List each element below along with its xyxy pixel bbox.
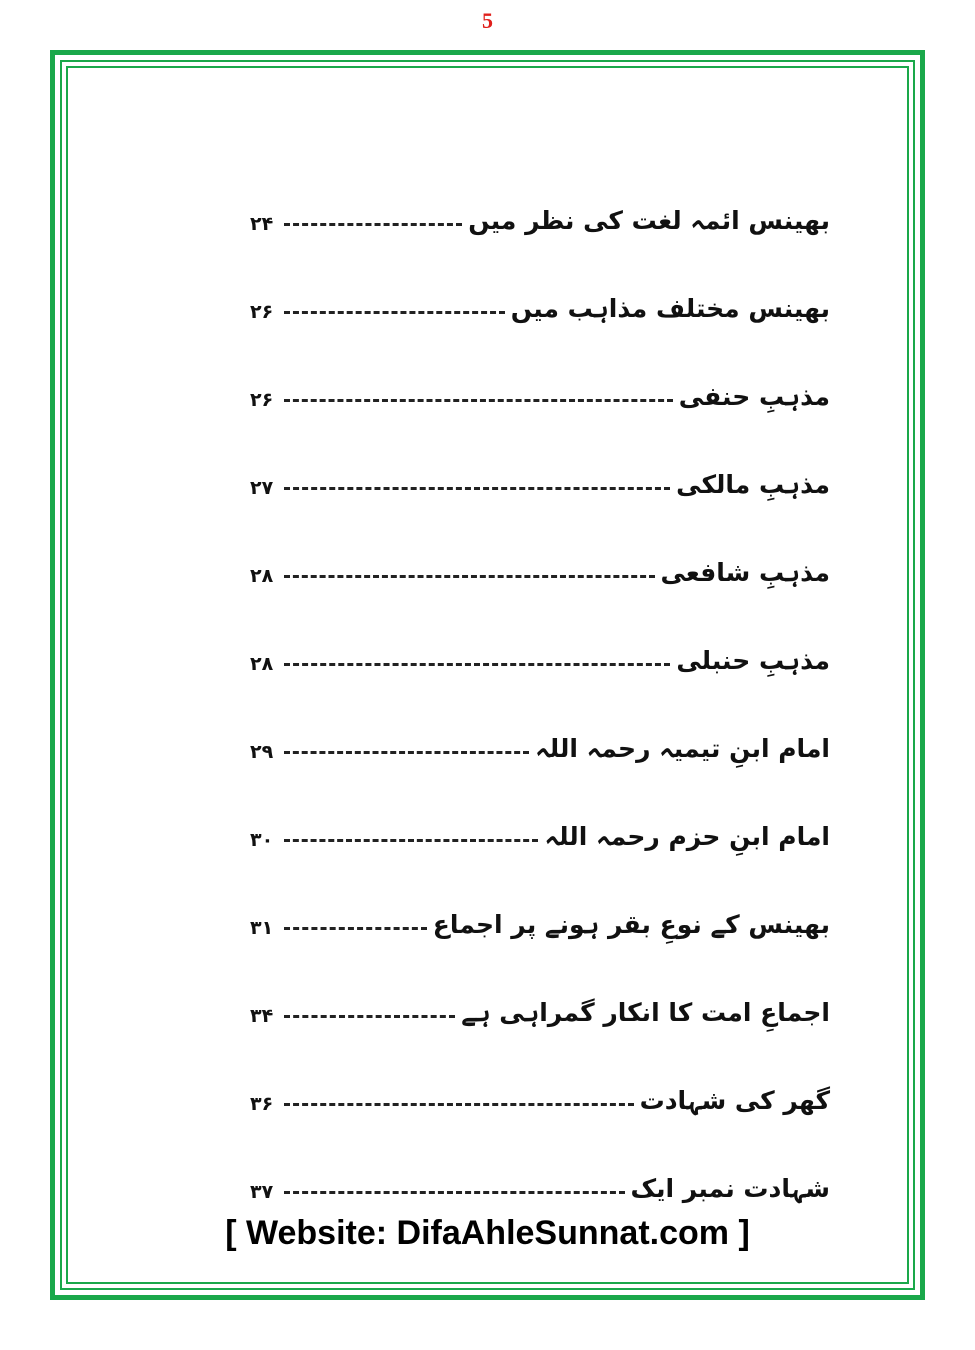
toc-entry-title: امام ابنِ تیمیہ رحمہ اللہ	[535, 734, 830, 763]
toc-dot-leader	[284, 223, 462, 226]
toc-entry-title: مذہبِ مالکی	[676, 470, 830, 499]
toc-entry	[250, 326, 830, 414]
toc-dot-leader	[284, 575, 655, 578]
toc-entry-title: گھر کی شہادت	[639, 1086, 830, 1115]
toc-entry-title: مذہبِ حنبلی	[676, 646, 830, 675]
toc-entry	[250, 414, 830, 502]
toc-entry	[250, 1030, 830, 1118]
toc-entry-title: بھینس ائمہ لغت کی نظر میں	[468, 206, 830, 235]
toc-entry-page: ۳۷	[250, 1181, 274, 1204]
toc-dot-leader	[284, 927, 427, 930]
toc-entry-page: ۲۶	[250, 389, 274, 412]
toc-entry	[250, 854, 830, 942]
toc-entry-title: امام ابنِ حزم رحمہ اللہ	[544, 822, 830, 851]
toc-dot-leader	[284, 1191, 625, 1194]
toc-dot-leader	[284, 663, 670, 666]
toc-entry	[250, 678, 830, 766]
toc-entry-page: ۳۰	[250, 829, 274, 852]
table-of-contents	[250, 150, 830, 1206]
toc-entry-page: ۲۶	[250, 301, 274, 324]
toc-entry	[250, 766, 830, 854]
page-number: 5	[482, 8, 493, 33]
toc-dot-leader	[284, 1103, 634, 1106]
toc-entry-page: ۲۴	[250, 213, 274, 236]
toc-entry	[250, 1118, 830, 1206]
toc-entry-page: ۳۶	[250, 1093, 274, 1116]
toc-dot-leader	[284, 1015, 455, 1018]
toc-entry	[250, 502, 830, 590]
toc-entry-title: اجماعِ امت کا انکار گمراہی ہے	[461, 998, 830, 1027]
toc-entry	[250, 590, 830, 678]
toc-dot-leader	[284, 399, 673, 402]
website-footer: [ Website: DifaAhleSunnat.com ]	[225, 1214, 750, 1252]
toc-dot-leader	[284, 751, 529, 754]
toc-entry	[250, 238, 830, 326]
toc-entry-page: ۲۹	[250, 741, 274, 764]
toc-entry-page: ۳۴	[250, 1005, 274, 1028]
toc-dot-leader	[284, 311, 505, 314]
toc-entry	[250, 942, 830, 1030]
toc-entry-title: شہادت نمبر ایک	[630, 1174, 830, 1203]
toc-dot-leader	[284, 487, 670, 490]
toc-dot-leader	[284, 839, 538, 842]
toc-entry	[250, 150, 830, 238]
toc-entry-title: بھینس کے نوعِ بقر ہونے پر اجماع	[432, 910, 830, 939]
toc-entry-page: ۳۱	[250, 917, 274, 940]
toc-entry-page: ۲۸	[250, 565, 274, 588]
toc-entry-title: مذہبِ حنفی	[678, 382, 830, 411]
toc-entry-title: مذہبِ شافعی	[660, 558, 830, 587]
toc-entry-title: بھینس مختلف مذاہب میں	[510, 294, 830, 323]
toc-entry-page: ۲۷	[250, 477, 274, 500]
toc-entry-page: ۲۸	[250, 653, 274, 676]
